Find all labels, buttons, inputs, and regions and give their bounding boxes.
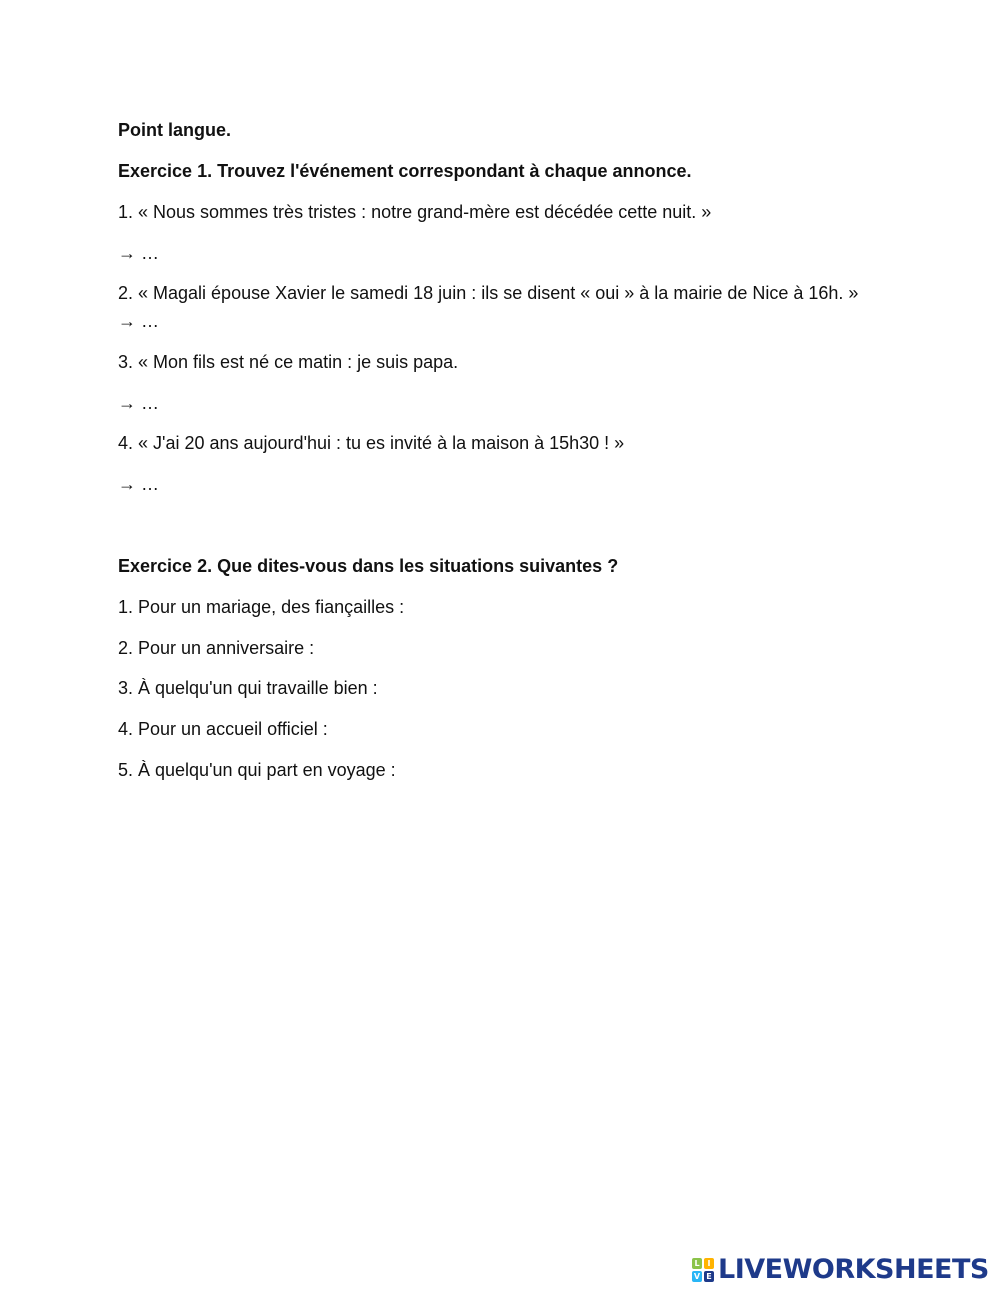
exercise2-item-3: 3. À quelqu'un qui travaille bien : — [118, 678, 378, 698]
section-title: Point langue. — [118, 120, 232, 140]
exercise2-title: Exercice 2. Que dites-vous dans les situations suivantes ? — [118, 556, 619, 576]
logo-text: LIVEWORKSHEETS — [718, 1254, 989, 1285]
exercise1-answer-4: → … — [118, 474, 160, 494]
exercise1-title: Exercice 1. Trouvez l'événement correspondant à chaque annonce. — [118, 161, 692, 181]
exercise2-item-4: 4. Pour un accueil officiel : — [118, 719, 328, 739]
exercise2-item-5: 5. À quelqu'un qui part en voyage : — [118, 760, 396, 780]
exercise1-answer-2: → … — [118, 311, 160, 331]
exercise1-item-4: 4. « J'ai 20 ans aujourd'hui : tu es invité à la maison à 15h30 ! » — [118, 433, 625, 453]
exercise2-item-2: 2. Pour un anniversaire : — [118, 638, 315, 658]
logo-mark-icon — [692, 1258, 714, 1282]
logo-mark-tile-e: E — [704, 1271, 714, 1282]
liveworksheets-logo[interactable] — [692, 1256, 989, 1284]
exercise1-item-2: 2. « Magali épouse Xavier le samedi 18 juin : ils se disent « oui » à la mairie de Nice à 16h. » — [118, 283, 859, 303]
logo-mark-tile-v: V — [693, 1272, 701, 1281]
exercise2-item-1: 1. Pour un mariage, des fiançailles : — [118, 597, 405, 617]
logo-mark-tile-i: I — [704, 1258, 714, 1269]
exercise1-answer-1: → … — [118, 243, 160, 263]
exercise1-item-3: 3. « Mon fils est né ce matin : je suis papa. — [118, 352, 459, 372]
logo-mark-tile-l: L — [692, 1258, 702, 1269]
exercise1-item-1: 1. « Nous sommes très tristes : notre grand-mère est décédée cette nuit. » — [118, 202, 712, 222]
exercise1-answer-3: → … — [118, 393, 160, 413]
